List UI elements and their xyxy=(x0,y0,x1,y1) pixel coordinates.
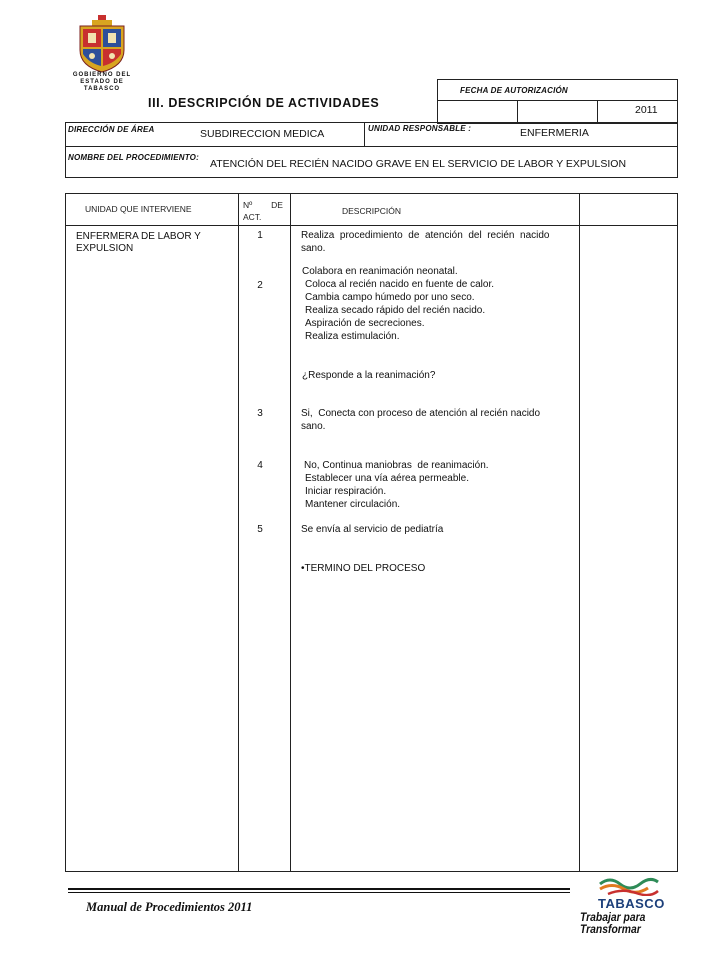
desc-5-line-1: Se envía al servicio de pediatría xyxy=(301,524,444,535)
column-header-unidad: UNIDAD QUE INTERVIENE xyxy=(85,204,192,214)
desc-2-line-1: Colabora en reanimación neonatal. xyxy=(302,266,458,277)
desc-2-line-6: Realiza estimulación. xyxy=(305,331,400,342)
table-header-divider xyxy=(65,225,678,226)
shield-icon xyxy=(76,14,128,74)
desc-4-line-2: Establecer una vía aérea permeable. xyxy=(305,473,469,484)
direccion-label: DIRECCIÓN DE ÁREA xyxy=(68,125,155,134)
unidad-label: UNIDAD RESPONSABLE : xyxy=(368,124,472,133)
fecha-year: 2011 xyxy=(635,104,658,116)
fecha-label: FECHA DE AUTORIZACIÓN xyxy=(460,86,568,95)
desc-3-line-2: sano. xyxy=(301,421,326,432)
column-divider-3 xyxy=(579,193,580,872)
wave-logo-icon xyxy=(598,876,660,896)
direccion-value: SUBDIRECCION MEDICA xyxy=(200,128,325,140)
footer-brand-slogan: Trabajar para Transformar xyxy=(580,912,646,936)
fecha-divider-1 xyxy=(517,100,518,124)
desc-1-line-2: sano. xyxy=(301,243,326,254)
logo-caption-line-3: TABASCO xyxy=(83,86,121,92)
footer-rule-thick xyxy=(68,888,570,890)
column-header-act: ACT. xyxy=(243,212,262,222)
activity-number-4: 4 xyxy=(257,460,263,471)
desc-2-line-2: Coloca al recién nacido en fuente de calor. xyxy=(305,279,495,290)
procedimiento-value: ATENCIÓN DEL RECIÉN NACIDO GRAVE EN EL SERVICIO DE LABOR Y EXPULSION xyxy=(210,158,627,170)
desc-4-line-4: Mantener circulación. xyxy=(305,499,401,510)
column-header-descripcion: DESCRIPCIÓN xyxy=(342,206,402,216)
column-divider-1 xyxy=(238,193,239,872)
procedimiento-label: NOMBRE DEL PROCEDIMIENTO: xyxy=(68,153,199,162)
crown-gold xyxy=(92,20,112,26)
footer-brand-name: TABASCO xyxy=(598,896,665,911)
desc-2-line-4: Realiza secado rápido del recién nacido. xyxy=(305,305,486,316)
footer-manual-text: Manual de Procedimientos 2011 xyxy=(86,900,253,914)
activity-number-3: 3 xyxy=(257,408,263,419)
unidad-value: ENFERMERIA xyxy=(520,127,589,139)
desc-2-line-3: Cambia campo húmedo por uno seco. xyxy=(305,292,475,303)
activity-number-1: 1 xyxy=(257,230,263,241)
termino-del-proceso: •TERMINO DEL PROCESO xyxy=(301,563,426,574)
fecha-divider-2 xyxy=(597,100,598,124)
desc-2-line-5: Aspiración de secreciones. xyxy=(305,318,425,329)
direccion-divider xyxy=(364,122,365,147)
desc-question: ¿Responde a la reanimación? xyxy=(302,370,436,381)
desc-1-line-1: Realiza procedimiento de atención del recién nacido xyxy=(301,230,550,241)
logo-caption-line-1: GOBIERNO DEL xyxy=(72,72,132,78)
column-divider-2 xyxy=(290,193,291,872)
tabasco-brand-logo xyxy=(598,876,660,896)
desc-3-line-1: Si, Conecta con proceso de atención al recién nacido xyxy=(301,408,541,419)
section-title: III. DESCRIPCIÓN DE ACTIVIDADES xyxy=(148,96,380,110)
footer-rule-thin xyxy=(68,892,570,893)
desc-4-line-1: No, Continua maniobras de reanimación. xyxy=(304,460,489,471)
activity-number-5: 5 xyxy=(257,524,263,535)
unidad-line-2: EXPULSION xyxy=(76,243,134,254)
desc-4-line-3: Iniciar respiración. xyxy=(305,486,387,497)
logo-caption-line-2: ESTADO DE xyxy=(80,79,124,85)
activity-number-2: 2 xyxy=(257,280,263,291)
coat-of-arms-logo xyxy=(76,14,128,74)
unidad-line-1: ENFERMERA DE LABOR Y xyxy=(76,231,201,242)
column-header-num: Nº DE xyxy=(243,200,283,210)
